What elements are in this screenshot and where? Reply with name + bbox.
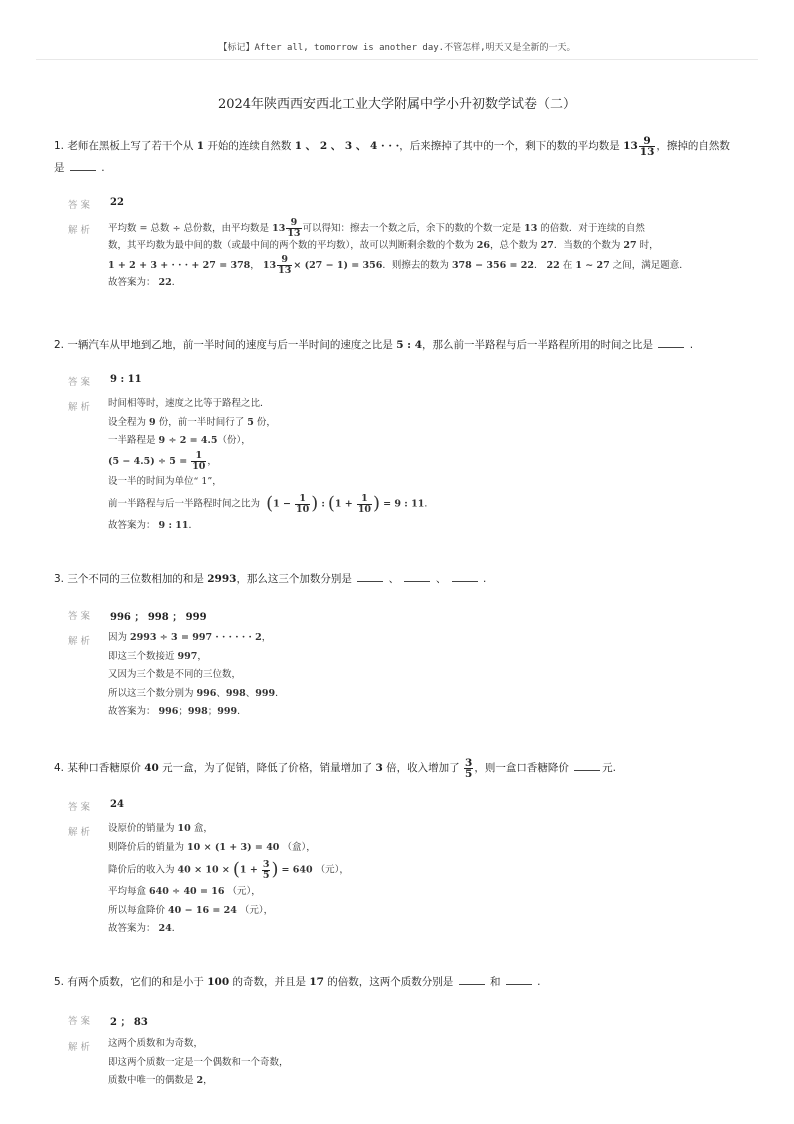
exp-text: ．则擦去的数为 xyxy=(382,260,449,271)
exp-math: 1 ∼ 27 xyxy=(575,260,610,271)
denominator: 13 xyxy=(278,265,292,276)
q1-answer-label: 答案 xyxy=(68,200,94,211)
exp-text: 的倍数．对于连续的自然 xyxy=(540,223,645,234)
exp-text: ． xyxy=(237,706,247,717)
q3-explain-label: 解析 xyxy=(68,636,94,647)
exp-text: 份，前一半时间行了 xyxy=(158,416,245,428)
exp-math: 27 xyxy=(540,239,554,251)
exp-text: 故答案为： xyxy=(108,520,156,531)
exp-fraction xyxy=(191,451,206,472)
q3-answer-blank-3[interactable] xyxy=(452,569,478,582)
exp-math: 10 xyxy=(177,823,191,834)
q4-times: 3 xyxy=(375,762,383,774)
numerator: 1 xyxy=(295,494,310,505)
denominator: 10 xyxy=(357,503,372,515)
exp-math: 996 xyxy=(196,687,217,699)
q5-text: 和 xyxy=(489,976,501,988)
exp-math: (5 − 4.5) ÷ 5 = xyxy=(108,455,188,467)
q3-sum: 2993 xyxy=(207,573,237,585)
exp-text: 降价后的收入为 xyxy=(108,864,175,876)
exp-math: 378 − 356 = 22 xyxy=(451,260,534,271)
exp-text: （元）， xyxy=(227,886,261,897)
exp-math: 2 xyxy=(196,1075,204,1086)
exp-line xyxy=(108,451,718,473)
exp-text: （元）， xyxy=(239,904,274,916)
exp-text: 在 xyxy=(562,260,573,271)
q1-number: 1 xyxy=(196,140,205,152)
exp-math: 13 xyxy=(524,223,538,234)
q5-answer-blank-1[interactable] xyxy=(459,972,485,985)
q2-explain-label: 解析 xyxy=(68,402,94,413)
question-5 xyxy=(54,971,754,993)
exp-text: ． xyxy=(275,687,285,699)
exp-line xyxy=(108,414,718,433)
paren: ( xyxy=(327,493,335,514)
exp-text: 故答案为： xyxy=(108,706,156,717)
exp-text: 平均每盒 xyxy=(108,886,147,897)
exp-math: 998 xyxy=(187,706,208,717)
q2-text: . xyxy=(689,339,694,351)
exp-line xyxy=(108,1072,718,1091)
exp-fraction xyxy=(277,255,292,276)
exp-math: 26 xyxy=(476,239,491,251)
exp-line xyxy=(108,1035,718,1054)
exp-text: 时， xyxy=(639,239,659,251)
q4-answer: 24 xyxy=(110,799,124,810)
exp-text: 一半路程是 xyxy=(108,435,156,446)
exp-text: 设全程为 xyxy=(108,416,147,428)
exp-math: 999 xyxy=(217,706,238,717)
exp-text: ， xyxy=(197,650,207,662)
exp-math: 9 xyxy=(149,416,156,428)
exp-math: 13 xyxy=(272,223,286,234)
q1-text: 开始的连续自然数 xyxy=(207,140,292,152)
denominator: 10 xyxy=(296,503,310,515)
exp-line xyxy=(108,883,718,902)
exp-line xyxy=(108,517,718,536)
exp-text: ； xyxy=(178,706,188,717)
exp-math: 22 xyxy=(546,260,560,271)
q3-text: 3. 三个不同的三位数相加的和是 xyxy=(54,573,204,585)
exp-line xyxy=(108,1054,718,1073)
q5-text: . xyxy=(537,976,541,988)
exp-line xyxy=(108,920,718,939)
q3-separator: 、 xyxy=(388,573,400,585)
exp-text: ． xyxy=(171,276,182,288)
exp-text: ， xyxy=(207,455,217,467)
paren: ( xyxy=(232,859,240,880)
exp-text: 这两个质数和为奇数， xyxy=(108,1038,204,1049)
numerator: 1 xyxy=(357,494,372,505)
exp-fraction xyxy=(357,494,372,515)
exp-text: ， xyxy=(250,260,260,271)
q5-answer-blank-2[interactable] xyxy=(506,972,532,985)
paren: ) xyxy=(311,493,319,514)
exp-text: ，总个数为 xyxy=(490,239,538,251)
q2-answer-label: 答案 xyxy=(68,377,94,388)
q5-number: 100 xyxy=(207,976,230,988)
q5-answer: 2 ； 83 xyxy=(110,1017,148,1028)
exp-text: ．当数的个数为 xyxy=(553,239,621,251)
q4-text: 元一盒，为了促销，降低了价格，销量增加了 xyxy=(162,762,373,774)
paren: ) xyxy=(271,859,279,880)
denominator: 13 xyxy=(287,228,301,239)
exp-line xyxy=(108,395,718,414)
q1-text: 是 xyxy=(54,162,65,174)
q3-separator: 、 xyxy=(435,573,447,585)
exp-text: 所以这三个数分别为 xyxy=(108,687,194,699)
numerator: 3 xyxy=(262,858,270,870)
q1-fraction xyxy=(639,136,656,157)
exp-math: 1 + xyxy=(239,864,258,876)
q2-answer-blank[interactable] xyxy=(658,335,684,348)
exp-line xyxy=(108,237,718,256)
exp-text: ． xyxy=(533,260,544,271)
exp-math: 2993 ÷ 3 = 997 · · · · · · 2 xyxy=(130,632,262,643)
q1-mixed-whole: 13 xyxy=(623,140,638,152)
exp-text: 故答案为： xyxy=(108,276,156,288)
exp-line xyxy=(108,839,718,858)
q2-ratio: 5 : 4 xyxy=(396,339,423,351)
exp-text: 质数中唯一的偶数是 xyxy=(108,1075,194,1086)
exp-text: （元）， xyxy=(315,864,349,876)
exp-math: 40 × 10 × xyxy=(177,864,230,876)
q4-text: 元. xyxy=(602,762,617,774)
header-divider xyxy=(36,59,758,60)
exp-text: 设原价的销量为 xyxy=(108,823,175,834)
exp-line xyxy=(108,432,718,451)
exp-math: 1 + xyxy=(334,498,353,510)
exp-math: 1 + 2 + 3 + · · · + 27 = 378 xyxy=(108,260,251,271)
q3-answer-blank-2[interactable] xyxy=(404,569,430,582)
exp-text: ． xyxy=(171,923,182,934)
q2-text: ，那么前一半路程与后一半路程所用的时间之比是 xyxy=(422,339,654,351)
q4-text: 倍，收入增加了 xyxy=(386,762,460,774)
q2-text: 2. 一辆汽车从甲地到乙地，前一半时间的速度与后一半时间的速度之比是 xyxy=(54,339,393,351)
q4-answer-blank[interactable] xyxy=(574,758,600,771)
exp-text: 设一半的时间为单位“ 1”， xyxy=(108,475,222,487)
q5-number: 17 xyxy=(309,976,324,988)
exp-line xyxy=(108,820,718,839)
exp-fraction xyxy=(262,860,271,881)
exp-text: 即这三个数接近 xyxy=(108,650,175,662)
q1-text: ，后来擦掉了其中的一个，剩下的数的平均数是 xyxy=(399,140,620,152)
question-1 xyxy=(54,135,754,179)
exp-text: 平均数 xyxy=(108,223,137,234)
exp-text: 则降价后的销量为 xyxy=(108,841,185,853)
q1-explain-label: 解析 xyxy=(68,225,94,236)
exp-text: 份， xyxy=(256,416,276,428)
exp-math: 996 xyxy=(158,706,179,717)
exp-text: ． xyxy=(424,498,434,510)
q1-text: . xyxy=(101,162,105,174)
exp-math: 998 xyxy=(225,687,246,699)
exp-text: ， xyxy=(203,1075,213,1086)
q3-explanation xyxy=(108,629,718,722)
numerator: 9 xyxy=(286,218,301,229)
exp-line xyxy=(108,629,718,648)
exp-text: 、 xyxy=(216,687,226,699)
exp-line xyxy=(108,473,718,492)
q3-answer: 996 ； 998 ； 999 xyxy=(110,612,207,623)
q4-text: ，则一盒口香糖降价 xyxy=(474,762,569,774)
exp-fraction xyxy=(295,494,310,515)
question-4 xyxy=(54,757,754,779)
q4-explain-label: 解析 xyxy=(68,827,94,838)
q1-explanation xyxy=(108,218,718,292)
q5-text: 的奇数，并且是 xyxy=(232,976,306,988)
exp-text: 因为 xyxy=(108,632,128,643)
exp-line xyxy=(108,274,718,293)
page-header-motto: 【标记】After all, tomorrow is another day.不管怎样,明天又是全新的一天。 xyxy=(218,43,576,53)
exp-math: : xyxy=(321,498,325,510)
q1-text: ，擦掉的自然数 xyxy=(656,140,730,152)
exp-math: 27 xyxy=(623,239,637,251)
q5-text: 的倍数，这两个质数分别是 xyxy=(327,976,454,988)
exp-math: 5 xyxy=(247,416,254,428)
q5-answer-label: 答案 xyxy=(68,1016,94,1027)
exp-line xyxy=(108,218,718,237)
paren: ) xyxy=(373,493,381,514)
exp-text: 之间，满足题意． xyxy=(612,260,689,271)
q1-answer-blank[interactable] xyxy=(70,158,96,171)
exp-text: = 总数 xyxy=(139,223,170,234)
q4-price: 40 xyxy=(144,762,159,774)
exp-math: 9 ÷ 2 = 4.5 xyxy=(158,435,218,446)
denominator: 5 xyxy=(262,869,270,881)
exp-text: 数，其平均数为最中间的数（或最中间的两个数的平均数），故可以判断剩余数的个数为 xyxy=(108,239,474,251)
exp-text: 可以得知：擦去一个数之后，余下的数的个数一定是 xyxy=(302,223,522,234)
q5-explain-label: 解析 xyxy=(68,1042,94,1053)
exp-text: 时间相等时，速度之比等于路程之比． xyxy=(108,398,270,409)
exp-math: 40 − 16 = 24 xyxy=(168,904,237,916)
paren: ( xyxy=(266,493,274,514)
exp-math: 10 × (1 + 3) = 40 xyxy=(187,841,280,853)
q2-answer: 9 : 11 xyxy=(110,374,142,385)
q1-text: 1. 老师在黑板上写了若干个从 xyxy=(54,140,194,152)
exp-line xyxy=(108,648,718,667)
exp-math: 1 − xyxy=(273,498,291,510)
denominator: 10 xyxy=(192,460,206,472)
numerator: 1 xyxy=(191,451,206,462)
numerator: 9 xyxy=(639,136,656,147)
exp-line xyxy=(108,685,718,704)
q1-sequence: 1 、 2 、 3 、 4 · · · xyxy=(294,140,400,152)
exp-math: 13 xyxy=(262,260,277,271)
q3-text: ，那么这三个加数分别是 xyxy=(236,573,352,585)
denominator: 13 xyxy=(639,145,655,158)
exp-text: ． xyxy=(188,520,199,531)
numerator: 9 xyxy=(277,255,292,266)
q5-explanation xyxy=(108,1035,718,1091)
exp-text: 又因为三个数是不同的三位数， xyxy=(108,669,242,680)
exp-math: 9 : 11 xyxy=(158,520,189,531)
exp-text: 故答案为： xyxy=(108,923,156,934)
exp-math: 999 xyxy=(255,687,276,699)
q5-text: 5. 有两个质数，它们的和是小于 xyxy=(54,976,204,988)
question-2 xyxy=(54,334,754,356)
exp-line xyxy=(108,703,718,722)
exp-text: 盒， xyxy=(193,823,213,834)
q4-text: 4. 某种口香糖原价 xyxy=(54,762,141,774)
q3-answer-label: 答案 xyxy=(68,611,94,622)
exp-math: × (27 − 1) = 356 xyxy=(293,260,383,271)
exp-fraction xyxy=(286,218,301,239)
exp-text: 、 xyxy=(245,687,256,699)
exp-text: ； xyxy=(207,706,218,717)
q4-answer-label: 答案 xyxy=(68,802,94,813)
exp-text: （盒）， xyxy=(282,841,316,853)
exp-math: 24 xyxy=(158,923,172,934)
exp-line xyxy=(108,902,718,921)
denominator: 5 xyxy=(465,767,473,780)
exp-line xyxy=(108,666,718,685)
exp-math: 997 xyxy=(177,650,198,662)
exp-text: 前一半路程与后一半路程时间之比为 xyxy=(108,498,261,510)
q3-answer-blank-1[interactable] xyxy=(357,569,383,582)
q4-explanation xyxy=(108,820,718,939)
numerator: 3 xyxy=(465,756,473,769)
exp-line xyxy=(108,491,718,517)
exp-math: 22 xyxy=(158,276,172,288)
exp-text: 所以每盒降价 xyxy=(108,904,166,916)
exp-line xyxy=(108,255,718,274)
q3-text: . xyxy=(483,573,487,585)
exp-math: 640 ÷ 40 = 16 xyxy=(149,886,225,897)
q4-fraction xyxy=(464,758,473,779)
q1-answer: 22 xyxy=(110,197,124,208)
question-3 xyxy=(54,568,754,590)
exam-title: 2024年陕西西安西北工业大学附属中学小升初数学试卷（二） xyxy=(217,97,577,112)
exp-line xyxy=(108,857,718,883)
exp-math: = 640 xyxy=(281,864,313,876)
exp-text: （份）， xyxy=(217,435,251,446)
exp-text: ， xyxy=(261,632,272,643)
exp-text: ÷ 总份数，由平均数是 xyxy=(172,223,270,234)
exp-text: 即这两个质数一定是一个偶数和一个奇数， xyxy=(108,1056,289,1068)
exp-math: = 9 : 11 xyxy=(383,498,425,510)
q2-explanation xyxy=(108,395,718,536)
